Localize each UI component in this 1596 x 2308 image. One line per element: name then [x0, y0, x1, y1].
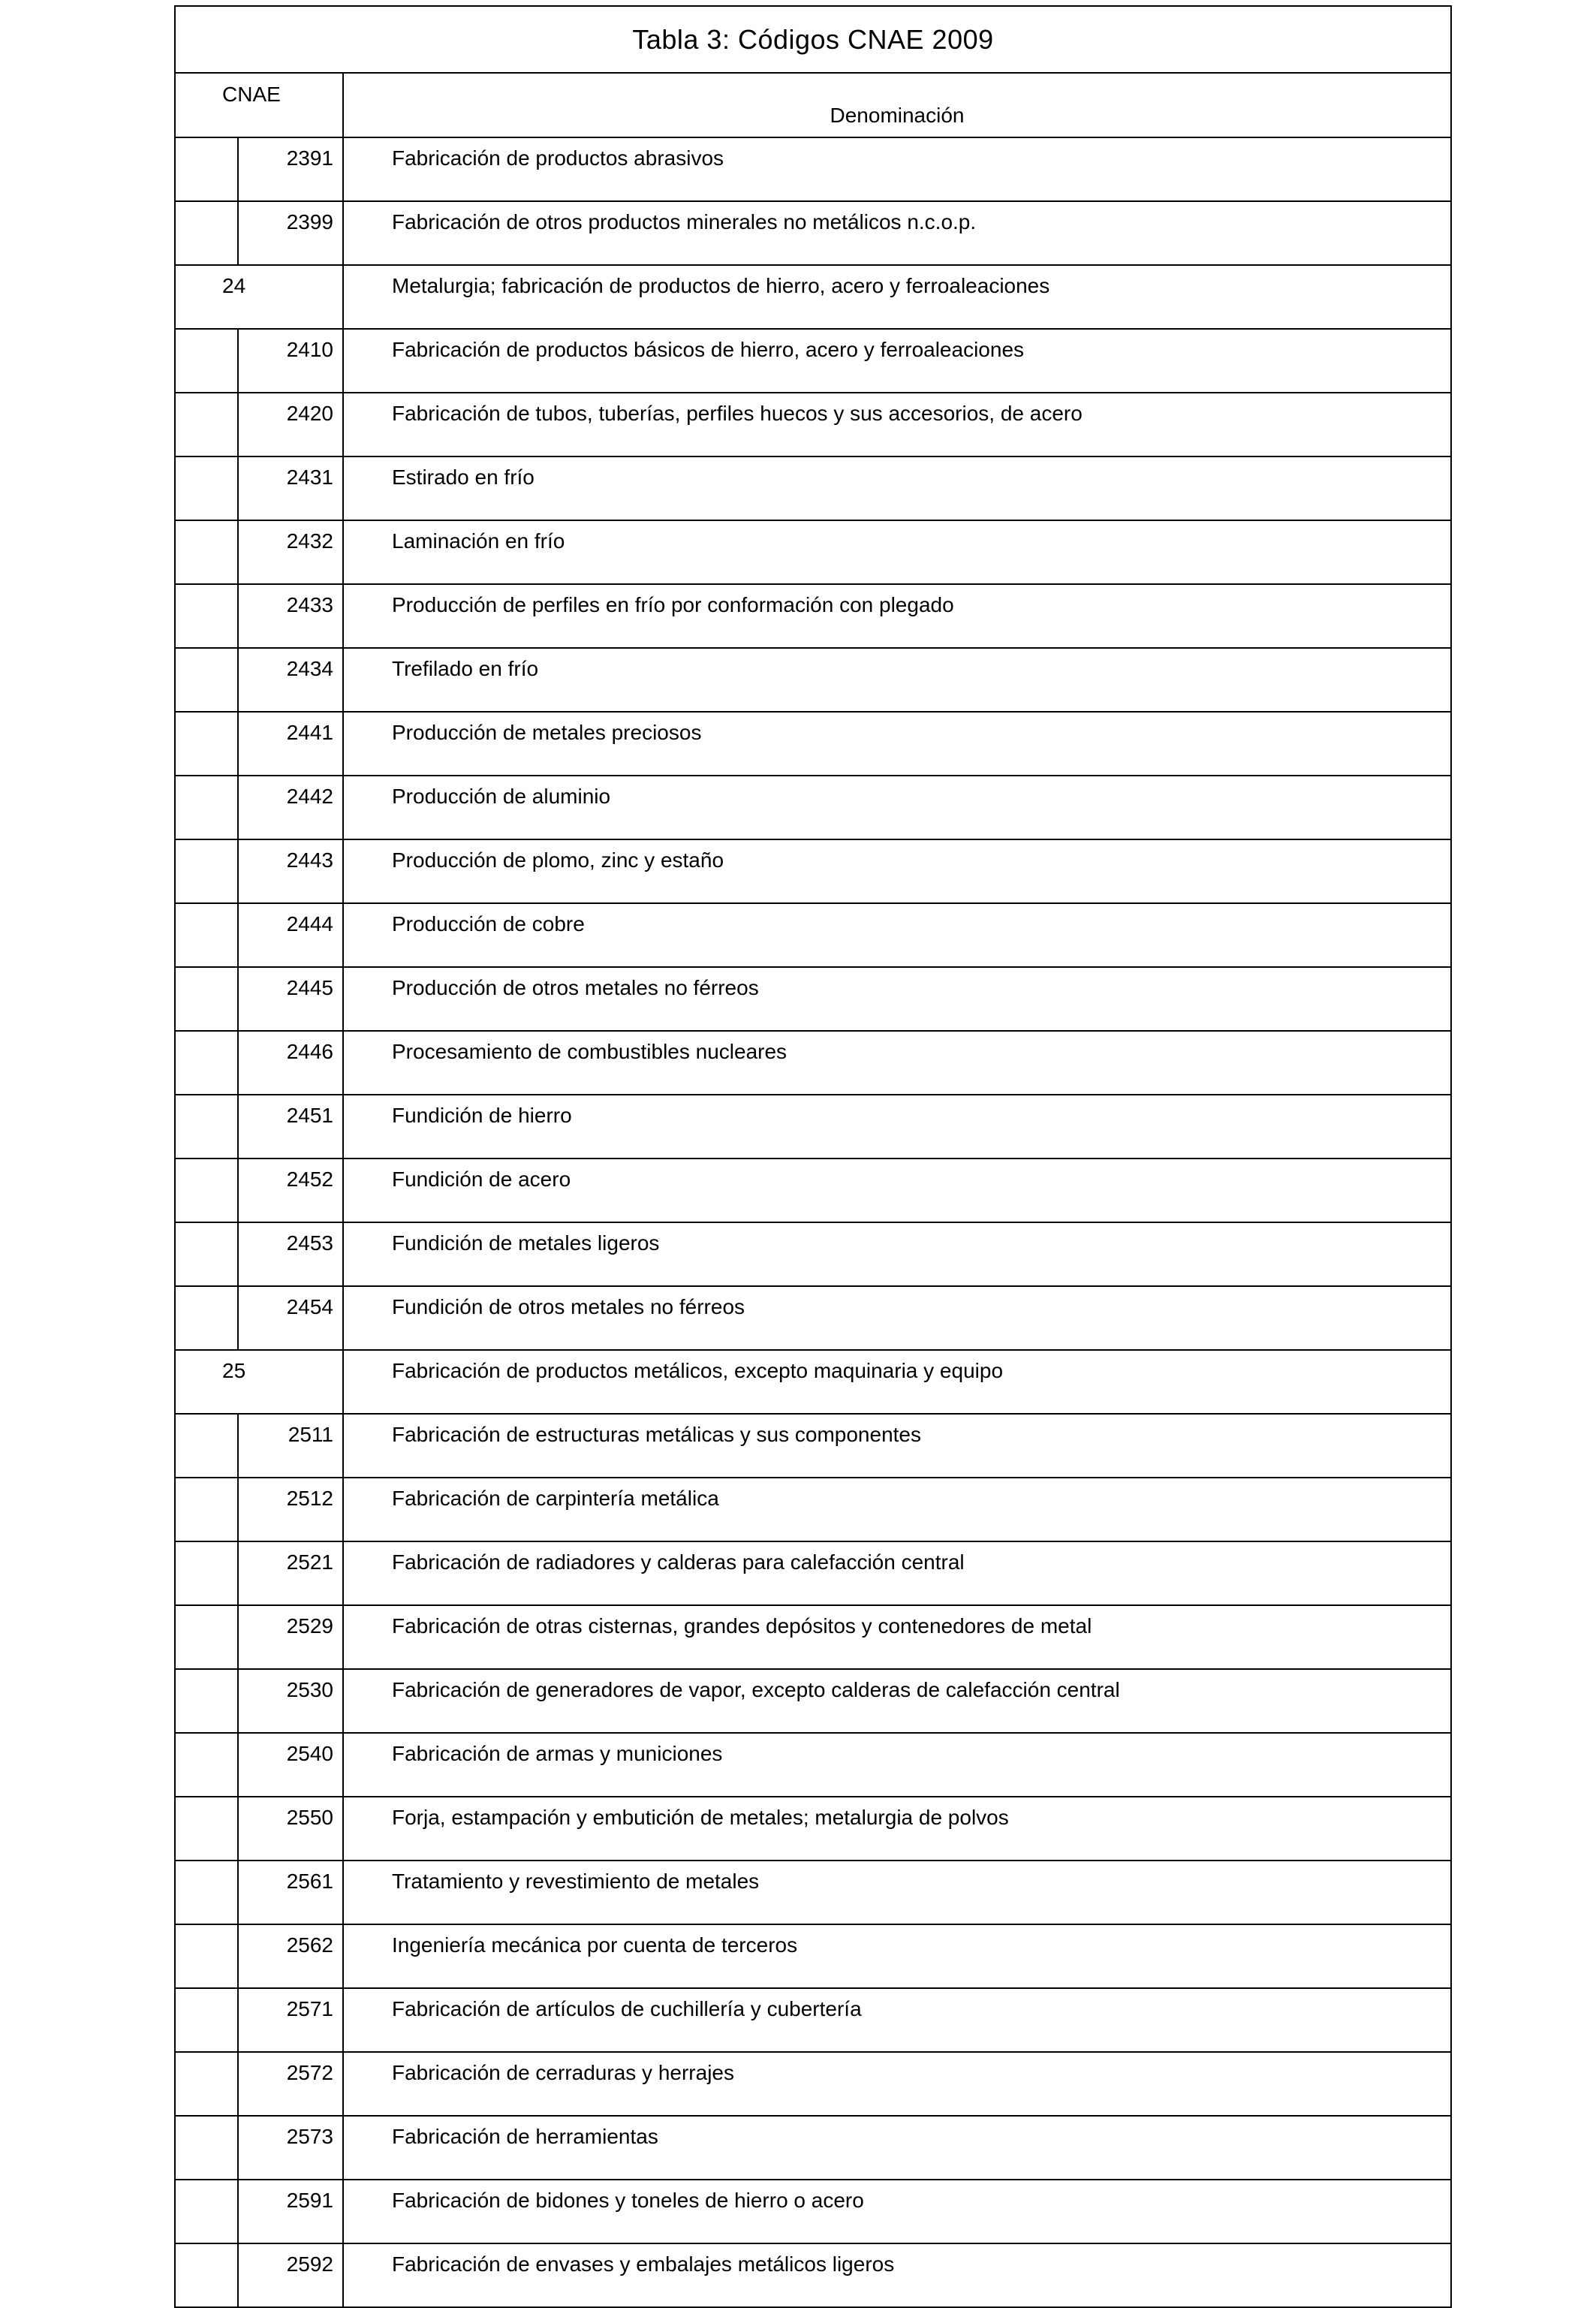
indent-cell	[175, 393, 238, 456]
indent-cell	[175, 1861, 238, 1924]
class-code: 2561	[238, 1861, 343, 1924]
class-row	[175, 456, 1451, 520]
class-name: Fabricación de generadores de vapor, excepto calderas de calefacción central	[343, 1669, 1451, 1733]
division-row	[175, 265, 1451, 329]
class-code: 2452	[238, 1159, 343, 1222]
class-row	[175, 648, 1451, 712]
indent-cell	[175, 903, 238, 967]
class-code: 2591	[238, 2180, 343, 2243]
class-row	[175, 1478, 1451, 1541]
class-name: Producción de plomo, zinc y estaño	[343, 839, 1451, 903]
class-code: 2442	[238, 776, 343, 839]
class-code: 2540	[238, 1733, 343, 1797]
class-row	[175, 1797, 1451, 1861]
class-name: Fundición de metales ligeros	[343, 1222, 1451, 1286]
class-name: Estirado en frío	[343, 456, 1451, 520]
column-header-cnae: CNAE	[175, 73, 343, 137]
class-code: 2410	[238, 329, 343, 393]
class-name: Procesamiento de combustibles nucleares	[343, 1031, 1451, 1095]
class-row	[175, 1541, 1451, 1605]
class-row	[175, 1222, 1451, 1286]
division-code: 24	[175, 265, 343, 329]
indent-cell	[175, 1733, 238, 1797]
class-code: 2529	[238, 1605, 343, 1669]
class-name: Tratamiento y revestimiento de metales	[343, 1861, 1451, 1924]
class-name: Fabricación de estructuras metálicas y sus componentes	[343, 1414, 1451, 1478]
class-row	[175, 584, 1451, 648]
class-row	[175, 776, 1451, 839]
class-row	[175, 137, 1451, 201]
class-row	[175, 393, 1451, 456]
class-name: Fabricación de otros productos minerales no metálicos n.c.o.p.	[343, 201, 1451, 265]
class-row	[175, 201, 1451, 265]
class-code: 2572	[238, 2052, 343, 2116]
class-row	[175, 1733, 1451, 1797]
class-code: 2420	[238, 393, 343, 456]
indent-cell	[175, 520, 238, 584]
indent-cell	[175, 1286, 238, 1350]
class-name: Fabricación de radiadores y calderas para calefacción central	[343, 1541, 1451, 1605]
division-row	[175, 1350, 1451, 1414]
class-name: Trefilado en frío	[343, 648, 1451, 712]
class-row	[175, 712, 1451, 776]
class-row	[175, 1414, 1451, 1478]
class-name: Fundición de acero	[343, 1159, 1451, 1222]
indent-cell	[175, 2052, 238, 2116]
class-code: 2434	[238, 648, 343, 712]
class-code: 2391	[238, 137, 343, 201]
class-name: Fabricación de carpintería metálica	[343, 1478, 1451, 1541]
class-row	[175, 1286, 1451, 1350]
class-name: Producción de otros metales no férreos	[343, 967, 1451, 1031]
class-name: Producción de metales preciosos	[343, 712, 1451, 776]
indent-cell	[175, 201, 238, 265]
class-name: Producción de perfiles en frío por conformación con plegado	[343, 584, 1451, 648]
class-code: 2399	[238, 201, 343, 265]
class-name: Fabricación de armas y municiones	[343, 1733, 1451, 1797]
indent-cell	[175, 839, 238, 903]
indent-cell	[175, 1414, 238, 1478]
class-name: Forja, estampación y embutición de metales; metalurgia de polvos	[343, 1797, 1451, 1861]
class-row	[175, 1159, 1451, 1222]
indent-cell	[175, 137, 238, 201]
indent-cell	[175, 1988, 238, 2052]
class-name: Fabricación de productos básicos de hierro, acero y ferroaleaciones	[343, 329, 1451, 393]
class-name: Fabricación de bidones y toneles de hierro o acero	[343, 2180, 1451, 2243]
indent-cell	[175, 2243, 238, 2307]
class-name: Fabricación de artículos de cuchillería y cubertería	[343, 1988, 1451, 2052]
indent-cell	[175, 1095, 238, 1159]
class-row	[175, 1605, 1451, 1669]
class-row	[175, 2052, 1451, 2116]
indent-cell	[175, 1541, 238, 1605]
indent-cell	[175, 456, 238, 520]
indent-cell	[175, 1031, 238, 1095]
class-name: Fabricación de cerraduras y herrajes	[343, 2052, 1451, 2116]
indent-cell	[175, 1222, 238, 1286]
indent-cell	[175, 776, 238, 839]
class-code: 2530	[238, 1669, 343, 1733]
class-code: 2573	[238, 2116, 343, 2180]
class-code: 2446	[238, 1031, 343, 1095]
class-name: Fabricación de tubos, tuberías, perfiles huecos y sus accesorios, de acero	[343, 393, 1451, 456]
cnae-codes-table	[174, 5, 1452, 2308]
indent-cell	[175, 1797, 238, 1861]
class-code: 2512	[238, 1478, 343, 1541]
class-name: Fundición de hierro	[343, 1095, 1451, 1159]
class-code: 2441	[238, 712, 343, 776]
class-code: 2521	[238, 1541, 343, 1605]
class-code: 2562	[238, 1924, 343, 1988]
class-name: Fabricación de envases y embalajes metálicos ligeros	[343, 2243, 1451, 2307]
indent-cell	[175, 1478, 238, 1541]
class-row	[175, 329, 1451, 393]
division-name: Metalurgia; fabricación de productos de hierro, acero y ferroaleaciones	[343, 265, 1451, 329]
indent-cell	[175, 1924, 238, 1988]
class-code: 2511	[238, 1414, 343, 1478]
indent-cell	[175, 1605, 238, 1669]
class-code: 2592	[238, 2243, 343, 2307]
class-code: 2433	[238, 584, 343, 648]
class-row	[175, 1095, 1451, 1159]
table-body	[175, 137, 1451, 2307]
class-name: Ingeniería mecánica por cuenta de terceros	[343, 1924, 1451, 1988]
class-code: 2445	[238, 967, 343, 1031]
class-code: 2451	[238, 1095, 343, 1159]
class-name: Fabricación de productos abrasivos	[343, 137, 1451, 201]
class-row	[175, 2243, 1451, 2307]
class-code: 2432	[238, 520, 343, 584]
indent-cell	[175, 648, 238, 712]
indent-cell	[175, 329, 238, 393]
class-code: 2443	[238, 839, 343, 903]
indent-cell	[175, 1669, 238, 1733]
class-row	[175, 1031, 1451, 1095]
indent-cell	[175, 2116, 238, 2180]
class-row	[175, 1669, 1451, 1733]
table-title: Tabla 3: Códigos CNAE 2009	[175, 6, 1451, 73]
class-code: 2431	[238, 456, 343, 520]
class-row	[175, 520, 1451, 584]
class-row	[175, 903, 1451, 967]
class-row	[175, 1861, 1451, 1924]
class-code: 2550	[238, 1797, 343, 1861]
class-row	[175, 839, 1451, 903]
division-name: Fabricación de productos metálicos, excepto maquinaria y equipo	[343, 1350, 1451, 1414]
class-code: 2571	[238, 1988, 343, 2052]
class-name: Producción de aluminio	[343, 776, 1451, 839]
class-name: Fabricación de otras cisternas, grandes depósitos y contenedores de metal	[343, 1605, 1451, 1669]
class-name: Laminación en frío	[343, 520, 1451, 584]
class-code: 2454	[238, 1286, 343, 1350]
column-header-denominacion: Denominación	[343, 73, 1451, 137]
class-name: Fundición de otros metales no férreos	[343, 1286, 1451, 1350]
class-row	[175, 967, 1451, 1031]
class-row	[175, 1924, 1451, 1988]
class-code: 2444	[238, 903, 343, 967]
indent-cell	[175, 712, 238, 776]
indent-cell	[175, 584, 238, 648]
class-name: Producción de cobre	[343, 903, 1451, 967]
indent-cell	[175, 2180, 238, 2243]
indent-cell	[175, 1159, 238, 1222]
class-row	[175, 1988, 1451, 2052]
indent-cell	[175, 967, 238, 1031]
class-code: 2453	[238, 1222, 343, 1286]
class-row	[175, 2180, 1451, 2243]
division-code: 25	[175, 1350, 343, 1414]
class-row	[175, 2116, 1451, 2180]
class-name: Fabricación de herramientas	[343, 2116, 1451, 2180]
